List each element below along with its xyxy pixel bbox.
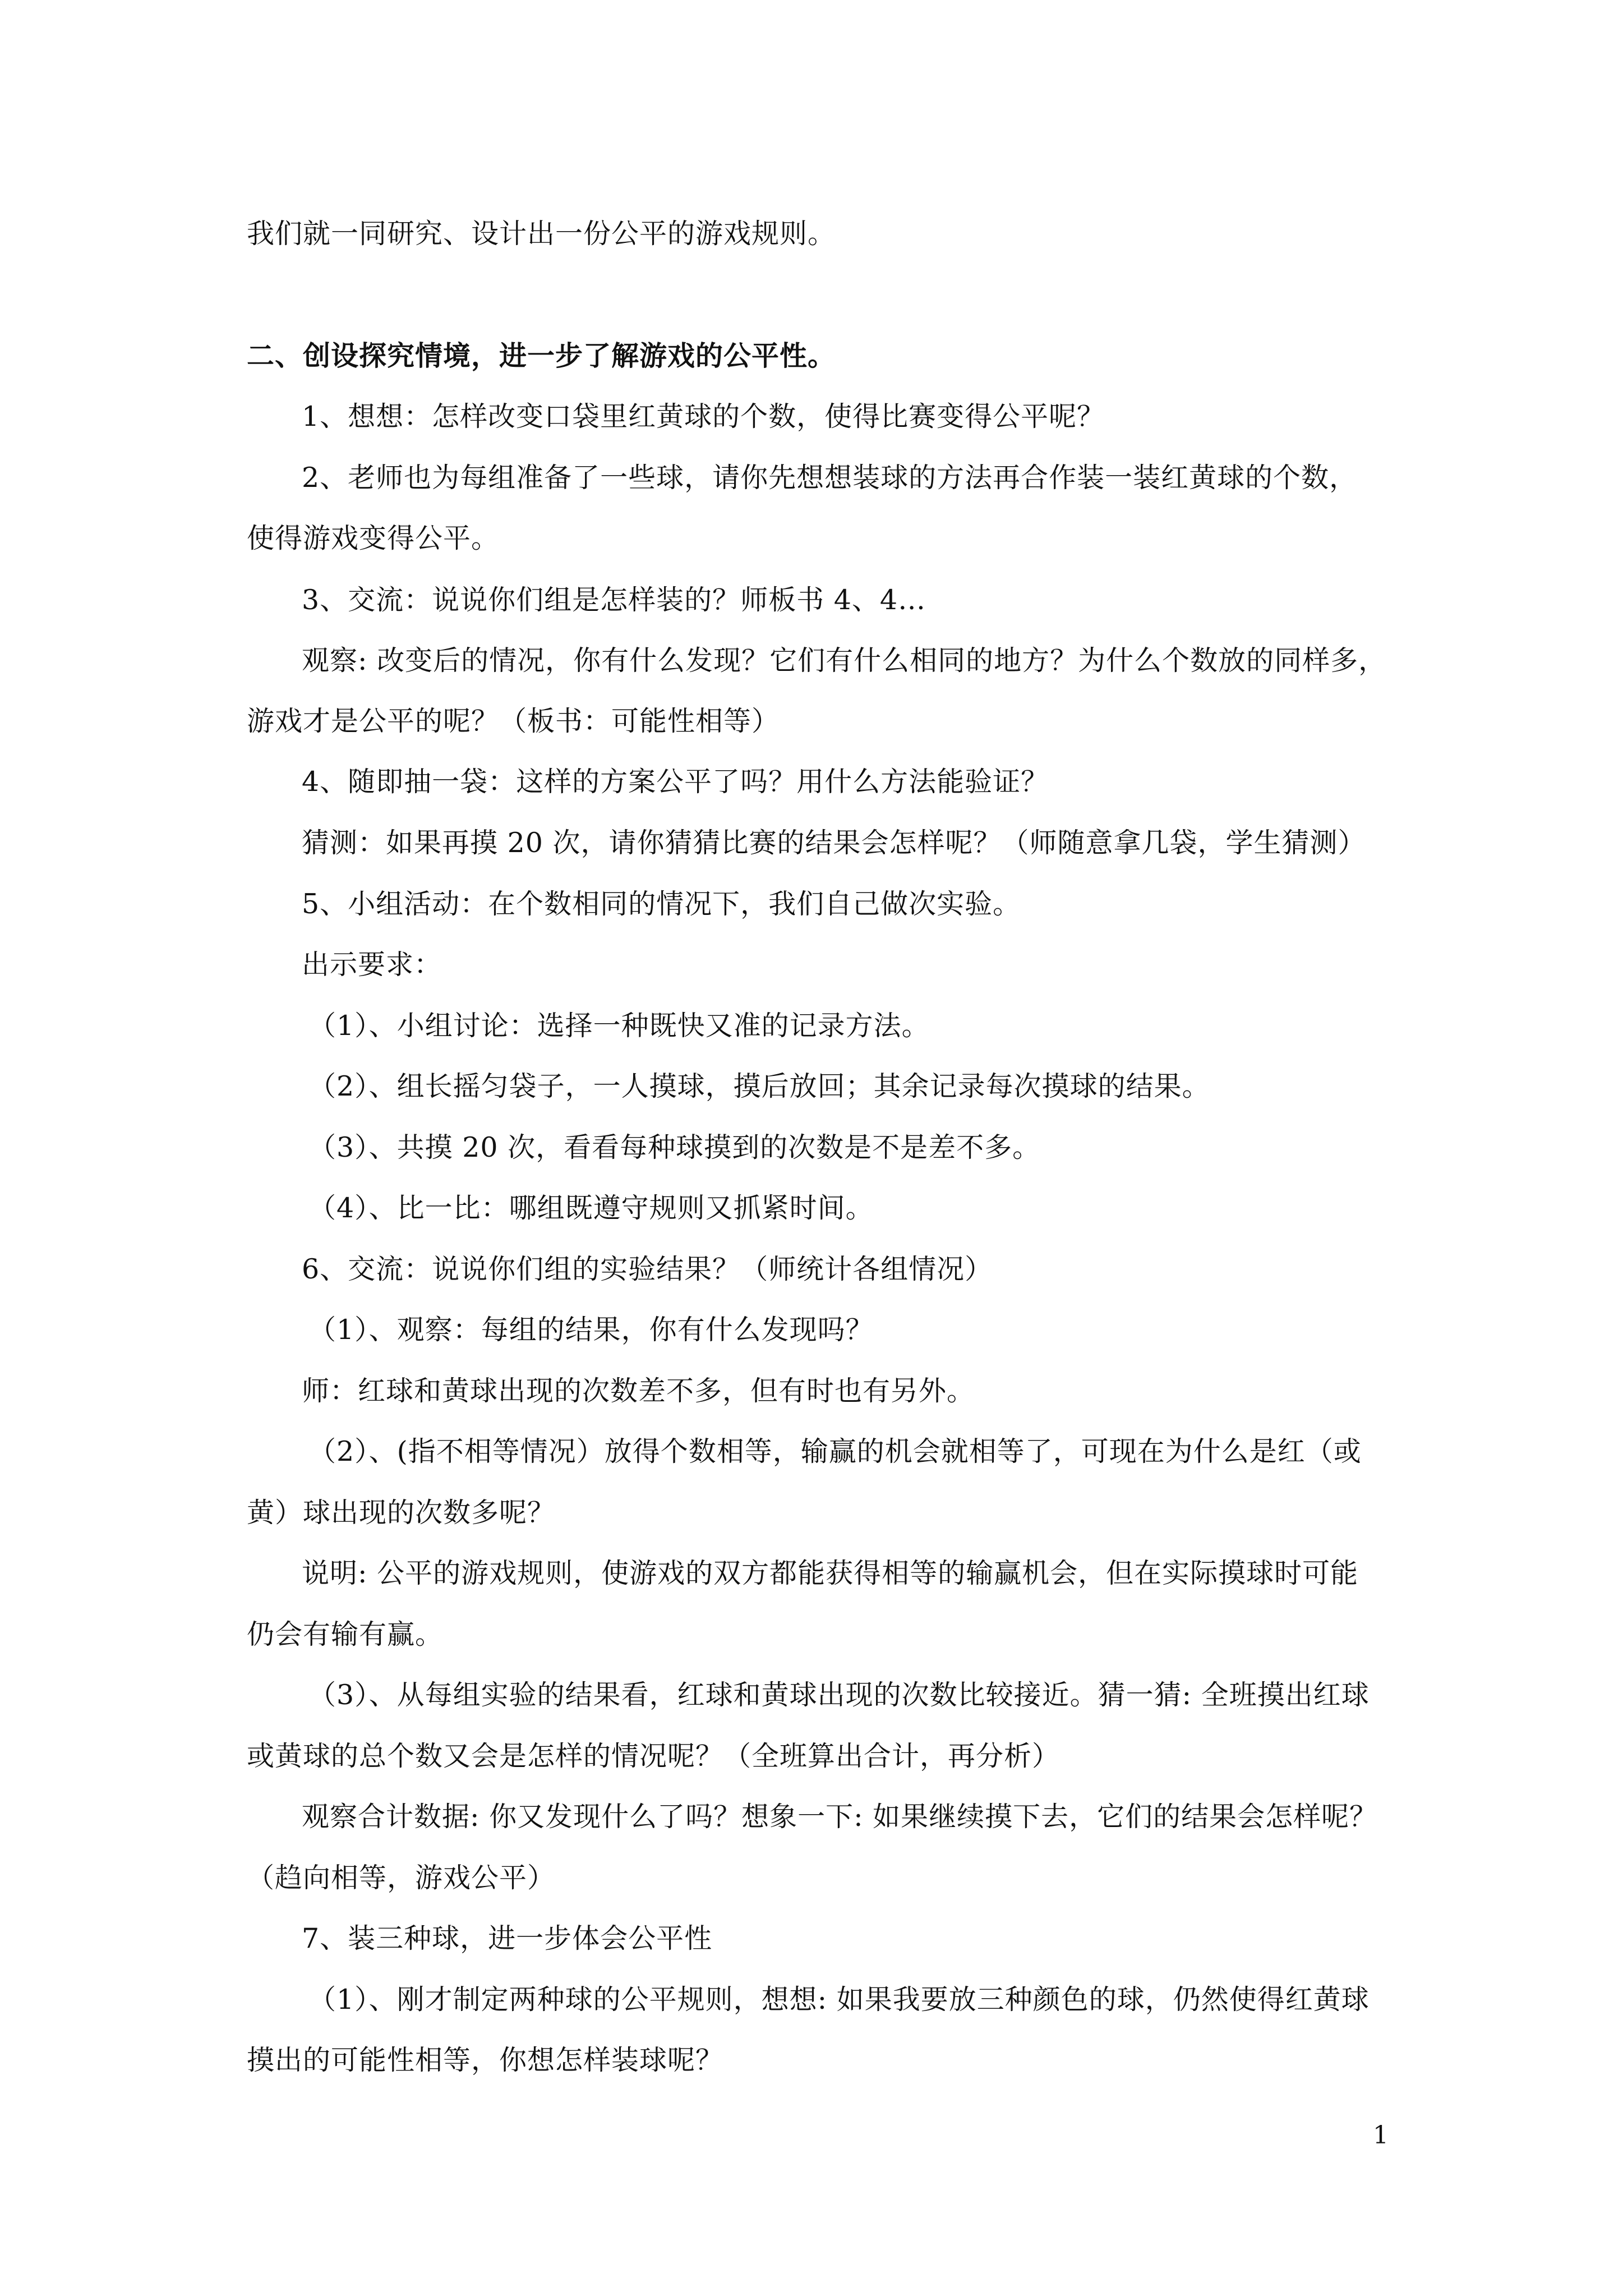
observation-3-continuation: 或黄球的总个数又会是怎样的情况呢？（全班算出合计，再分析）: [247, 1740, 1061, 1772]
observation-2: （2）、(指不相等情况）放得个数相等，输赢的机会就相等了，可现在为什么是红（或: [308, 1435, 1362, 1467]
observation-2-continuation: 黄）球出现的次数多呢？: [247, 1497, 556, 1529]
requirement-1: （1）、小组讨论：选择一种既快又准的记录方法。: [308, 1010, 930, 1042]
requirements-label: 出示要求：: [302, 949, 442, 981]
explanation-line: 说明: 公平的游戏规则，使游戏的双方都能获得相等的输赢机会，但在实际摸球时可能: [302, 1557, 1359, 1589]
requirement-3: （3）、共摸 20 次，看看每种球摸到的次数是不是差不多。: [308, 1131, 1041, 1163]
three-balls-continuation: 摸出的可能性相等，你想怎样装球呢？: [247, 2044, 724, 2076]
total-data-line: 观察合计数据: 你又发现什么了吗？想象一下: 如果继续摸下去，它们的结果会怎样呢？: [302, 1801, 1378, 1833]
observation-continuation: 游戏才是公平的呢？（板书：可能性相等）: [247, 705, 780, 737]
observation-line: 观察: 改变后的情况，你有什么发现？它们有什么相同的地方？为什么个数放的同样多，: [302, 645, 1387, 677]
requirement-4: （4）、比一比：哪组既遵守规则又抓紧时间。: [308, 1192, 874, 1224]
three-balls-line: （1）、刚才制定两种球的公平规则，想想: 如果我要放三种颜色的球，仍然使得红黄球: [308, 1984, 1370, 2016]
step-5-line: 5、小组活动：在个数相同的情况下，我们自己做次实验。: [302, 888, 1021, 920]
step-7-line: 7、装三种球，进一步体会公平性: [302, 1922, 713, 1954]
page-number: 1: [1373, 2121, 1389, 2150]
observation-3: （3）、从每组实验的结果看，红球和黄球出现的次数比较接近。猜一猜: 全班摸出红球: [308, 1679, 1370, 1711]
step-1-line: 1、想想：怎样改变口袋里红黄球的个数，使得比赛变得公平呢？: [302, 401, 1105, 432]
observation-1: （1）、观察：每组的结果，你有什么发现吗？: [308, 1314, 874, 1346]
step-2-continuation: 使得游戏变得公平。: [247, 522, 500, 554]
explanation-continuation: 仍会有输有赢。: [247, 1618, 444, 1650]
text-line-continuation: 我们就一同研究、设计出一份公平的游戏规则。: [247, 218, 836, 250]
section-heading: 二、创设探究情境，进一步了解游戏的公平性。: [247, 339, 836, 372]
guess-line: 猜测：如果再摸 20 次，请你猜猜比赛的结果会怎样呢？（师随意拿几袋，学生猜测）: [302, 827, 1366, 859]
step-2-line: 2、老师也为每组准备了一些球，请你先想想装球的方法再合作装一装红黄球的个数，: [302, 462, 1358, 494]
step-4-line: 4、随即抽一袋：这样的方案公平了吗？用什么方法能验证？: [302, 766, 1049, 798]
requirement-2: （2）、组长摇匀袋子，一人摸球，摸后放回；其余记录每次摸球的结果。: [308, 1070, 1210, 1102]
step-6-line: 6、交流：说说你们组的实验结果？（师统计各组情况）: [302, 1253, 993, 1285]
teacher-note: 师：红球和黄球出现的次数差不多，但有时也有另外。: [302, 1375, 975, 1407]
step-3-line: 3、交流：说说你们组是怎样装的？师板书 4、4…: [302, 584, 926, 616]
total-data-continuation: （趋向相等，游戏公平）: [247, 1862, 556, 1894]
